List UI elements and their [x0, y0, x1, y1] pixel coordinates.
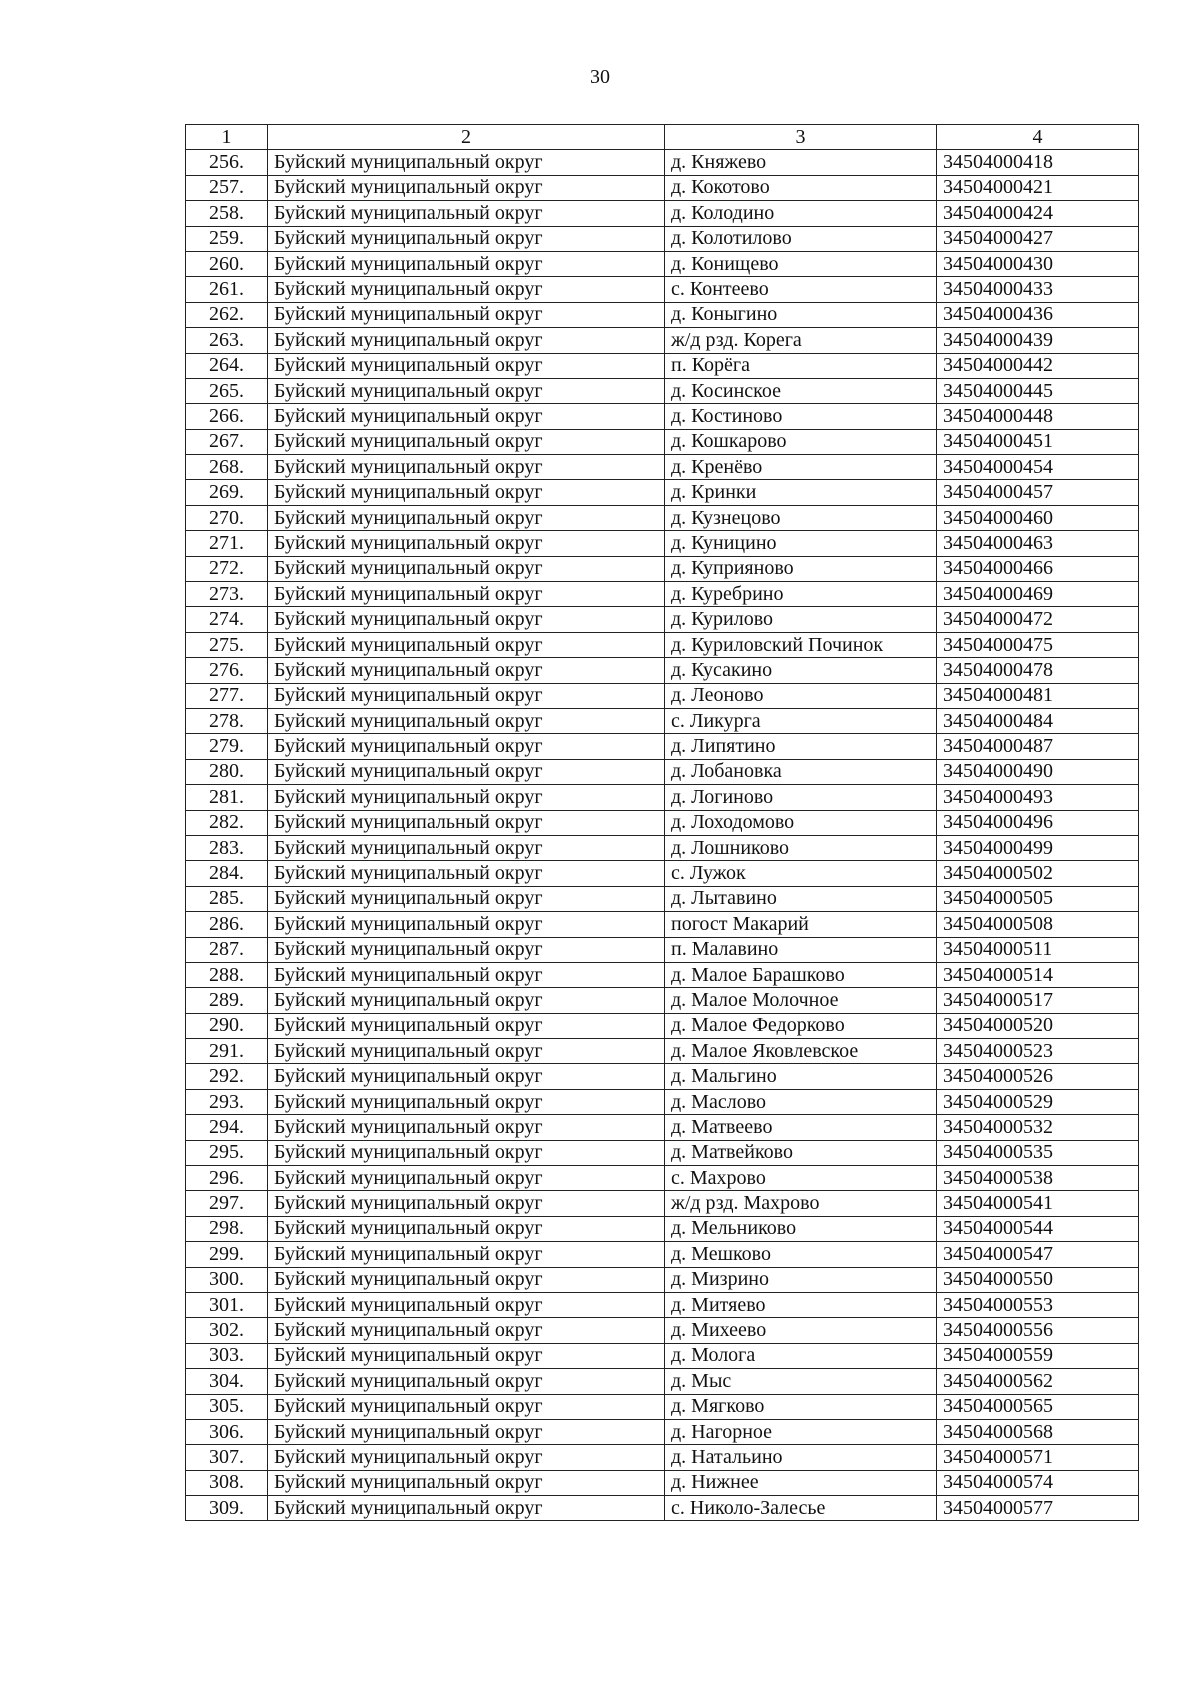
table-row [186, 302, 1139, 327]
settlement-cell: д. Княжево [665, 150, 937, 175]
row-number: 291. [186, 1039, 268, 1064]
code-cell: 34504000445 [937, 378, 1139, 403]
district-cell: Буйский муниципальный округ [268, 302, 665, 327]
district-cell: Буйский муниципальный округ [268, 404, 665, 429]
row-number: 270. [186, 505, 268, 530]
table-row [186, 962, 1139, 987]
table-row [186, 328, 1139, 353]
district-cell: Буйский муниципальный округ [268, 251, 665, 276]
code-cell: 34504000508 [937, 912, 1139, 937]
code-cell: 34504000502 [937, 861, 1139, 886]
row-number: 308. [186, 1470, 268, 1495]
row-number: 277. [186, 683, 268, 708]
table-row [186, 531, 1139, 556]
table-row [186, 1445, 1139, 1470]
settlement-cell: д. Нагорное [665, 1419, 937, 1444]
settlement-cell: д. Маслово [665, 1089, 937, 1114]
settlement-cell: д. Мешково [665, 1242, 937, 1267]
row-number: 298. [186, 1216, 268, 1241]
code-cell: 34504000418 [937, 150, 1139, 175]
district-cell: Буйский муниципальный округ [268, 1216, 665, 1241]
table-row [186, 1216, 1139, 1241]
district-cell: Буйский муниципальный округ [268, 1445, 665, 1470]
row-number: 274. [186, 607, 268, 632]
settlement-cell: д. Мальгино [665, 1064, 937, 1089]
row-number: 273. [186, 582, 268, 607]
district-cell: Буйский муниципальный округ [268, 835, 665, 860]
code-cell: 34504000538 [937, 1166, 1139, 1191]
district-cell: Буйский муниципальный округ [268, 607, 665, 632]
district-cell: Буйский муниципальный округ [268, 912, 665, 937]
row-number: 279. [186, 734, 268, 759]
code-cell: 34504000427 [937, 226, 1139, 251]
settlement-cell: д. Малое Молочное [665, 988, 937, 1013]
code-cell: 34504000523 [937, 1039, 1139, 1064]
settlement-cell: д. Кренёво [665, 455, 937, 480]
district-cell: Буйский муниципальный округ [268, 1496, 665, 1521]
column-header-code: 4 [937, 125, 1139, 150]
row-number: 280. [186, 759, 268, 784]
settlement-cell: с. Николо-Залесье [665, 1496, 937, 1521]
table-row [186, 1242, 1139, 1267]
row-number: 266. [186, 404, 268, 429]
settlement-cell: д. Липятино [665, 734, 937, 759]
code-cell: 34504000532 [937, 1115, 1139, 1140]
code-cell: 34504000544 [937, 1216, 1139, 1241]
row-number: 263. [186, 328, 268, 353]
table-row [186, 937, 1139, 962]
district-cell: Буйский муниципальный округ [268, 1292, 665, 1317]
row-number: 262. [186, 302, 268, 327]
settlement-cell: д. Мыс [665, 1369, 937, 1394]
table-row [186, 886, 1139, 911]
table-row [186, 632, 1139, 657]
settlement-cell: д. Кринки [665, 480, 937, 505]
row-number: 265. [186, 378, 268, 403]
row-number: 300. [186, 1267, 268, 1292]
code-cell: 34504000466 [937, 556, 1139, 581]
district-cell: Буйский муниципальный округ [268, 1318, 665, 1343]
row-number: 275. [186, 632, 268, 657]
row-number: 295. [186, 1140, 268, 1165]
row-number: 297. [186, 1191, 268, 1216]
district-cell: Буйский муниципальный округ [268, 1470, 665, 1495]
settlement-cell: д. Митяево [665, 1292, 937, 1317]
code-cell: 34504000526 [937, 1064, 1139, 1089]
table-row [186, 505, 1139, 530]
table-row [186, 404, 1139, 429]
code-cell: 34504000442 [937, 353, 1139, 378]
settlement-cell: д. Конищево [665, 251, 937, 276]
settlement-cell: ж/д рзд. Махрово [665, 1191, 937, 1216]
table-row [186, 810, 1139, 835]
table-row [186, 1419, 1139, 1444]
code-cell: 34504000529 [937, 1089, 1139, 1114]
code-cell: 34504000448 [937, 404, 1139, 429]
code-cell: 34504000496 [937, 810, 1139, 835]
district-cell: Буйский муниципальный округ [268, 201, 665, 226]
district-cell: Буйский муниципальный округ [268, 150, 665, 175]
district-cell: Буйский муниципальный округ [268, 1039, 665, 1064]
table-row [186, 378, 1139, 403]
table-row [186, 201, 1139, 226]
district-cell: Буйский муниципальный округ [268, 785, 665, 810]
district-cell: Буйский муниципальный округ [268, 1394, 665, 1419]
row-number: 304. [186, 1369, 268, 1394]
settlement-cell: с. Ликурга [665, 708, 937, 733]
table-row [186, 582, 1139, 607]
row-number: 283. [186, 835, 268, 860]
code-cell: 34504000478 [937, 658, 1139, 683]
table-row [186, 1267, 1139, 1292]
district-cell: Буйский муниципальный округ [268, 988, 665, 1013]
code-cell: 34504000430 [937, 251, 1139, 276]
code-cell: 34504000514 [937, 962, 1139, 987]
district-cell: Буйский муниципальный округ [268, 1140, 665, 1165]
row-number: 259. [186, 226, 268, 251]
code-cell: 34504000571 [937, 1445, 1139, 1470]
district-cell: Буйский муниципальный округ [268, 632, 665, 657]
table-row [186, 835, 1139, 860]
table-row [186, 556, 1139, 581]
settlement-cell: д. Колодино [665, 201, 937, 226]
code-cell: 34504000490 [937, 759, 1139, 784]
settlement-cell: д. Матвеево [665, 1115, 937, 1140]
row-number: 301. [186, 1292, 268, 1317]
settlement-cell: с. Контеево [665, 277, 937, 302]
code-cell: 34504000577 [937, 1496, 1139, 1521]
code-cell: 34504000472 [937, 607, 1139, 632]
settlement-cell: д. Куницино [665, 531, 937, 556]
row-number: 260. [186, 251, 268, 276]
district-cell: Буйский муниципальный округ [268, 1369, 665, 1394]
district-cell: Буйский муниципальный округ [268, 658, 665, 683]
settlement-cell: д. Коныгино [665, 302, 937, 327]
table-row [186, 1496, 1139, 1521]
district-cell: Буйский муниципальный округ [268, 1191, 665, 1216]
row-number: 294. [186, 1115, 268, 1140]
code-cell: 34504000454 [937, 455, 1139, 480]
row-number: 286. [186, 912, 268, 937]
table-row [186, 226, 1139, 251]
code-cell: 34504000439 [937, 328, 1139, 353]
settlement-cell: д. Курилово [665, 607, 937, 632]
row-number: 282. [186, 810, 268, 835]
district-cell: Буйский муниципальный округ [268, 861, 665, 886]
district-cell: Буйский муниципальный округ [268, 378, 665, 403]
district-cell: Буйский муниципальный округ [268, 1013, 665, 1038]
settlement-cell: с. Махрово [665, 1166, 937, 1191]
row-number: 289. [186, 988, 268, 1013]
page-number: 30 [590, 66, 610, 88]
row-number: 272. [186, 556, 268, 581]
table-row [186, 734, 1139, 759]
code-cell: 34504000547 [937, 1242, 1139, 1267]
district-cell: Буйский муниципальный округ [268, 582, 665, 607]
district-cell: Буйский муниципальный округ [268, 175, 665, 200]
district-cell: Буйский муниципальный округ [268, 734, 665, 759]
code-cell: 34504000481 [937, 683, 1139, 708]
code-cell: 34504000463 [937, 531, 1139, 556]
district-cell: Буйский муниципальный округ [268, 1242, 665, 1267]
row-number: 302. [186, 1318, 268, 1343]
table-row [186, 175, 1139, 200]
settlement-cell: д. Куриловский Починок [665, 632, 937, 657]
district-cell: Буйский муниципальный округ [268, 1115, 665, 1140]
code-cell: 34504000517 [937, 988, 1139, 1013]
row-number: 290. [186, 1013, 268, 1038]
settlement-cell: д. Малое Яковлевское [665, 1039, 937, 1064]
settlement-cell: д. Костиново [665, 404, 937, 429]
row-number: 309. [186, 1496, 268, 1521]
settlement-table [185, 124, 1139, 1521]
district-cell: Буйский муниципальный округ [268, 1089, 665, 1114]
column-header-number: 1 [186, 125, 268, 150]
table-row [186, 1039, 1139, 1064]
code-cell: 34504000535 [937, 1140, 1139, 1165]
row-number: 268. [186, 455, 268, 480]
district-cell: Буйский муниципальный округ [268, 1343, 665, 1368]
code-cell: 34504000553 [937, 1292, 1139, 1317]
code-cell: 34504000568 [937, 1419, 1139, 1444]
row-number: 296. [186, 1166, 268, 1191]
district-cell: Буйский муниципальный округ [268, 1267, 665, 1292]
row-number: 281. [186, 785, 268, 810]
code-cell: 34504000520 [937, 1013, 1139, 1038]
district-cell: Буйский муниципальный округ [268, 226, 665, 251]
table-row [186, 1013, 1139, 1038]
code-cell: 34504000484 [937, 708, 1139, 733]
code-cell: 34504000460 [937, 505, 1139, 530]
district-cell: Буйский муниципальный округ [268, 683, 665, 708]
settlement-cell: п. Корёга [665, 353, 937, 378]
district-cell: Буйский муниципальный округ [268, 759, 665, 784]
row-number: 258. [186, 201, 268, 226]
code-cell: 34504000493 [937, 785, 1139, 810]
settlement-cell: д. Малое Федорково [665, 1013, 937, 1038]
code-cell: 34504000421 [937, 175, 1139, 200]
table-row [186, 150, 1139, 175]
table-row [186, 1191, 1139, 1216]
code-cell: 34504000565 [937, 1394, 1139, 1419]
table-header-row [186, 125, 1139, 150]
code-cell: 34504000556 [937, 1318, 1139, 1343]
settlement-cell: д. Лытавино [665, 886, 937, 911]
settlement-cell: д. Мизрино [665, 1267, 937, 1292]
settlement-cell: д. Куребрино [665, 582, 937, 607]
district-cell: Буйский муниципальный округ [268, 1419, 665, 1444]
code-cell: 34504000562 [937, 1369, 1139, 1394]
row-number: 292. [186, 1064, 268, 1089]
table-row [186, 1343, 1139, 1368]
table-row [186, 251, 1139, 276]
settlement-cell: д. Лоходомово [665, 810, 937, 835]
table-row [186, 1318, 1139, 1343]
table-row [186, 708, 1139, 733]
row-number: 264. [186, 353, 268, 378]
table-row [186, 988, 1139, 1013]
code-cell: 34504000511 [937, 937, 1139, 962]
code-cell: 34504000505 [937, 886, 1139, 911]
table-row [186, 455, 1139, 480]
table-row [186, 785, 1139, 810]
table-row [186, 480, 1139, 505]
table-row [186, 861, 1139, 886]
table-row [186, 1470, 1139, 1495]
row-number: 284. [186, 861, 268, 886]
district-cell: Буйский муниципальный округ [268, 429, 665, 454]
table-row [186, 1369, 1139, 1394]
district-cell: Буйский муниципальный округ [268, 962, 665, 987]
settlement-cell: д. Молога [665, 1343, 937, 1368]
table-row [186, 353, 1139, 378]
district-cell: Буйский муниципальный округ [268, 353, 665, 378]
code-cell: 34504000487 [937, 734, 1139, 759]
code-cell: 34504000574 [937, 1470, 1139, 1495]
table-row [186, 1115, 1139, 1140]
settlement-cell: д. Мельниково [665, 1216, 937, 1241]
table-row [186, 658, 1139, 683]
settlement-cell: д. Лошниково [665, 835, 937, 860]
row-number: 306. [186, 1419, 268, 1444]
settlement-cell: д. Матвейково [665, 1140, 937, 1165]
row-number: 267. [186, 429, 268, 454]
row-number: 299. [186, 1242, 268, 1267]
row-number: 288. [186, 962, 268, 987]
table-row [186, 1140, 1139, 1165]
code-cell: 34504000457 [937, 480, 1139, 505]
code-cell: 34504000424 [937, 201, 1139, 226]
settlement-cell: д. Лобановка [665, 759, 937, 784]
code-cell: 34504000499 [937, 835, 1139, 860]
row-number: 256. [186, 150, 268, 175]
table-row [186, 759, 1139, 784]
district-cell: Буйский муниципальный округ [268, 277, 665, 302]
settlement-cell: ж/д рзд. Корега [665, 328, 937, 353]
table-row [186, 912, 1139, 937]
settlement-cell: д. Кошкарово [665, 429, 937, 454]
district-cell: Буйский муниципальный округ [268, 810, 665, 835]
settlement-cell: д. Кокотово [665, 175, 937, 200]
code-cell: 34504000433 [937, 277, 1139, 302]
code-cell: 34504000436 [937, 302, 1139, 327]
settlement-cell: д. Логиново [665, 785, 937, 810]
district-cell: Буйский муниципальный округ [268, 1166, 665, 1191]
settlement-cell: д. Натальино [665, 1445, 937, 1470]
district-cell: Буйский муниципальный округ [268, 505, 665, 530]
row-number: 278. [186, 708, 268, 733]
table-row [186, 1166, 1139, 1191]
settlement-cell: д. Малое Барашково [665, 962, 937, 987]
district-cell: Буйский муниципальный округ [268, 480, 665, 505]
column-header-district: 2 [268, 125, 665, 150]
settlement-cell: с. Лужок [665, 861, 937, 886]
settlement-cell: д. Кусакино [665, 658, 937, 683]
code-cell: 34504000469 [937, 582, 1139, 607]
district-cell: Буйский муниципальный округ [268, 455, 665, 480]
row-number: 261. [186, 277, 268, 302]
table-row [186, 429, 1139, 454]
row-number: 305. [186, 1394, 268, 1419]
row-number: 276. [186, 658, 268, 683]
settlement-cell: п. Малавино [665, 937, 937, 962]
table-row [186, 607, 1139, 632]
code-cell: 34504000475 [937, 632, 1139, 657]
row-number: 257. [186, 175, 268, 200]
code-cell: 34504000541 [937, 1191, 1139, 1216]
code-cell: 34504000451 [937, 429, 1139, 454]
settlement-cell: д. Косинское [665, 378, 937, 403]
table-row [186, 1394, 1139, 1419]
district-cell: Буйский муниципальный округ [268, 556, 665, 581]
settlement-cell: д. Колотилово [665, 226, 937, 251]
district-cell: Буйский муниципальный округ [268, 531, 665, 556]
column-header-settlement: 3 [665, 125, 937, 150]
table-row [186, 683, 1139, 708]
row-number: 303. [186, 1343, 268, 1368]
table-row [186, 1089, 1139, 1114]
settlement-cell: д. Мягково [665, 1394, 937, 1419]
table-row [186, 1064, 1139, 1089]
district-cell: Буйский муниципальный округ [268, 708, 665, 733]
row-number: 293. [186, 1089, 268, 1114]
row-number: 307. [186, 1445, 268, 1470]
row-number: 285. [186, 886, 268, 911]
district-cell: Буйский муниципальный округ [268, 886, 665, 911]
row-number: 271. [186, 531, 268, 556]
settlement-cell: д. Куприяново [665, 556, 937, 581]
settlement-cell: д. Леоново [665, 683, 937, 708]
district-cell: Буйский муниципальный округ [268, 328, 665, 353]
table-row [186, 277, 1139, 302]
district-cell: Буйский муниципальный округ [268, 1064, 665, 1089]
settlement-cell: д. Михеево [665, 1318, 937, 1343]
code-cell: 34504000559 [937, 1343, 1139, 1368]
row-number: 287. [186, 937, 268, 962]
row-number: 269. [186, 480, 268, 505]
settlement-cell: д. Нижнее [665, 1470, 937, 1495]
table-row [186, 1292, 1139, 1317]
code-cell: 34504000550 [937, 1267, 1139, 1292]
settlement-cell: погост Макарий [665, 912, 937, 937]
settlement-cell: д. Кузнецово [665, 505, 937, 530]
district-cell: Буйский муниципальный округ [268, 937, 665, 962]
